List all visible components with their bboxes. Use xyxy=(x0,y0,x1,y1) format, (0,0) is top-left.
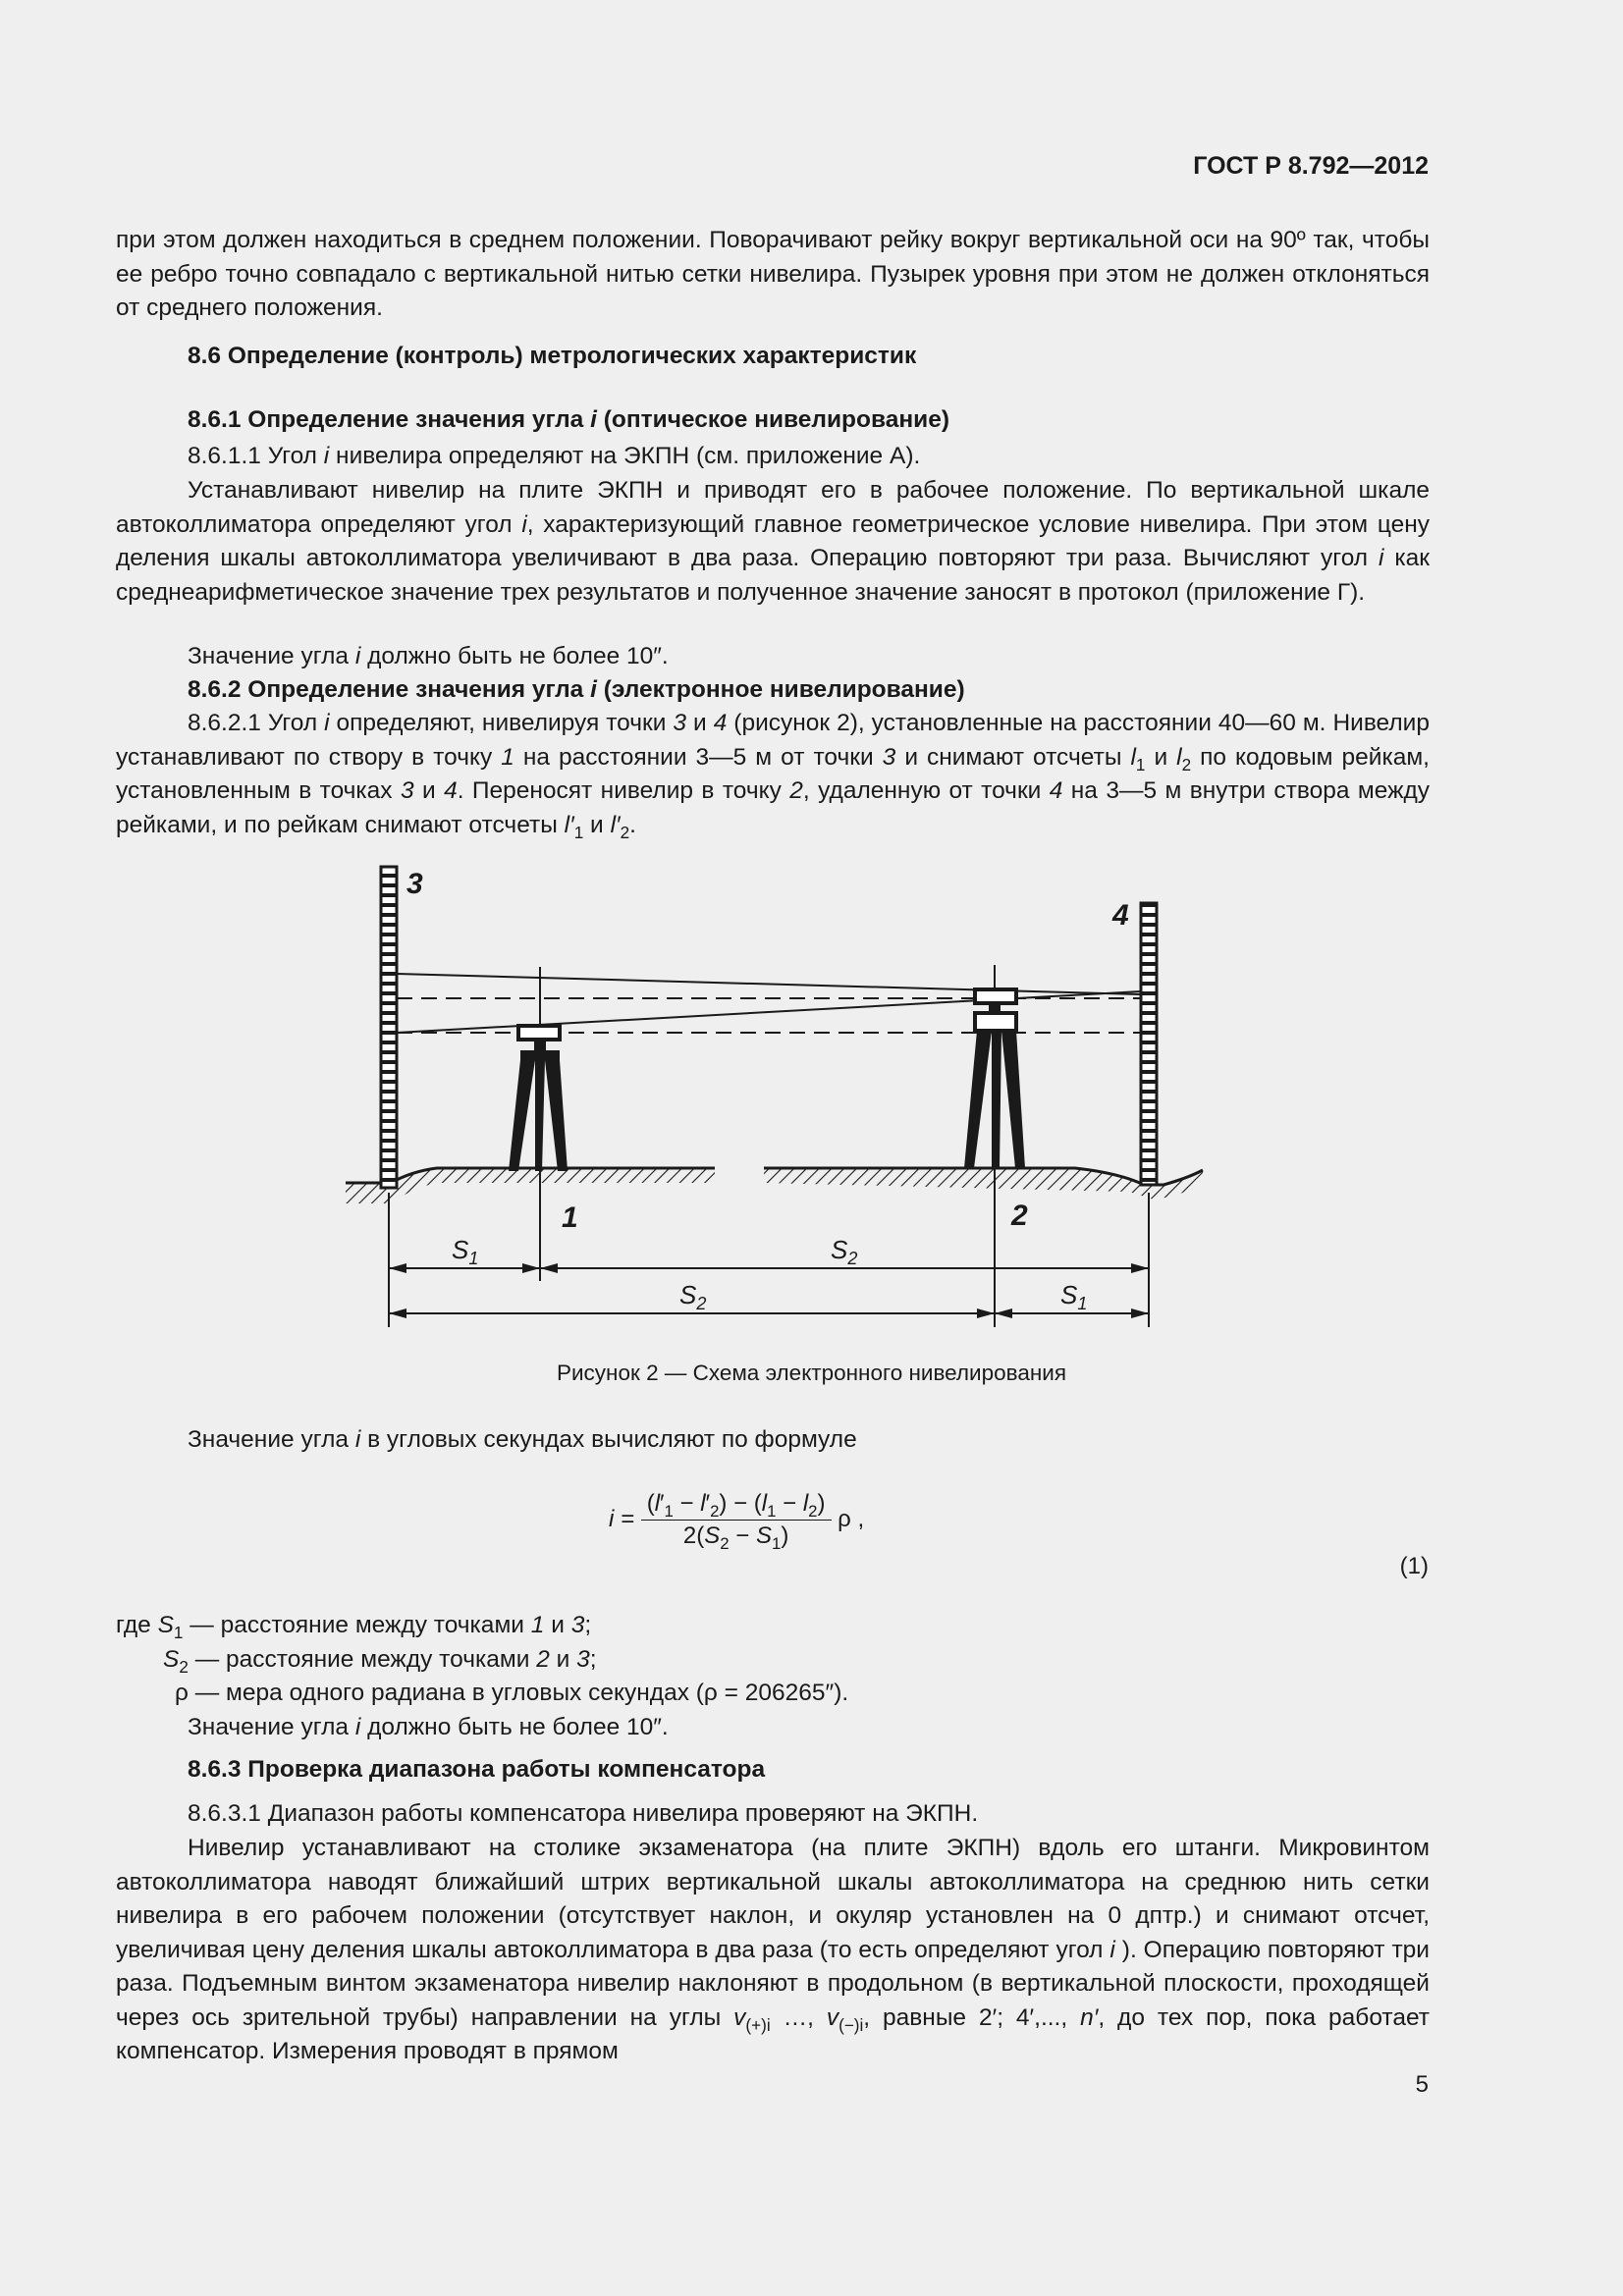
formula-denominator: $2(S_2 - S_1)$ xyxy=(682,1522,789,1553)
section-heading-8-6-3: 8.6.3 Проверка диапазона работы компенсатора xyxy=(188,1756,766,1783)
label-point-2: 2 xyxy=(1011,1200,1028,1232)
leveling-staff-3 xyxy=(381,867,397,1188)
formula-intro: Значение угла i в угловых секундах вычисляют по формуле xyxy=(188,1426,857,1453)
label-staff-4: 4 xyxy=(1112,899,1129,932)
sight-line-1 xyxy=(397,974,1141,994)
label-point-1: 1 xyxy=(562,1201,578,1234)
paragraph-8-6-3-1: 8.6.3.1 Диапазон работы компенсатора нивелира проверяют на ЭКПН. xyxy=(188,1800,979,1827)
dim-label-s2-top: $S_2$ xyxy=(831,1235,858,1268)
label-staff-3: 3 xyxy=(406,868,423,900)
page-number: 5 xyxy=(1415,2071,1429,2098)
where-s2: $S_2$ — расстояние между точками 2 и 3; xyxy=(163,1645,597,1677)
where-list xyxy=(116,1609,1430,1744)
limit-statement-2: Значение угла i должно быть не более 10″. xyxy=(188,1713,669,1740)
dimension-line-bottom xyxy=(389,1308,1149,1318)
section-heading-8-6-1: 8.6.1 Определение значения угла i (оптическое нивелирование) xyxy=(188,406,949,433)
dim-label-s1-bottom: $S_1$ xyxy=(1060,1280,1088,1313)
paragraph-8-6-3-1-body: Нивелир устанавливают на столике экзаменатора (на плите ЭКПН) вдоль его штанги. Микровинтом автоколлиматора наводят ближайший штрих вертикальной шкалы автоколлиматора на среднюю нить сетки нивелира в его рабочем положении (отсутствует наклон, и окуляр установлен на 0 дптр.) и снимают отсчет, увеличивая цену деления шкалы автоколлиматора в два раза (то есть определяют угол i ). Операцию повторяют три раза. Подъемным винтом экзаменатора нивелир наклоняют в продольном (в вертикальной плоскости, проходящей через ось зрительной трубы) направлении на углы $v_{(+)i}$ …, $v_{(-)i}$, равные 2′; 4′,..., n′, до тех пор, пока работает компенсатор. Измерения проводят в прямом xyxy=(116,1835,1431,2064)
formula-number: (1) xyxy=(1399,1553,1429,1579)
paragraph-8-6-2-1: 8.6.2.1 Угол i определяют, нивелируя точки 3 и 4 (рисунок 2), установленные на расстоянии 40—60 м. Нивелир устанавливают по створу в точку 1 на расстоянии 3—5 м от точки 3 и снимают отсчеты $l_1$ и $l_2$ по кодовым рейкам, установленным в точках 3 и 4. Переносят нивелир в точку 2, удаленную от точки 4 на 3—5 м внутри створа между рейками, и по рейкам снимают отсчеты $l'_1$ и $l'_2$. xyxy=(116,710,1431,842)
ground-left xyxy=(346,1168,715,1203)
where-rho: ρ — мера одного радиана в угловых секундах (ρ = 206265″). xyxy=(175,1680,849,1706)
leveling-staff-4 xyxy=(1141,903,1157,1185)
section-heading-8-6: 8.6 Определение (контроль) метрологических характеристик xyxy=(188,343,917,369)
dim-label-s1-top: $S_1$ xyxy=(452,1235,479,1268)
dim-label-s2-bottom: $S_2$ xyxy=(679,1280,707,1313)
figure-caption: Рисунок 2 — Схема электронного нивелирования xyxy=(556,1361,1067,1385)
section-heading-8-6-2: 8.6.2 Определение значения угла i (электронное нивелирование) xyxy=(188,676,965,703)
where-s1: где $S_1$ — расстояние между точками 1 и 3; xyxy=(116,1612,592,1642)
formula-angle-i: i = $\frac{(l'_1 - l'_2) - (l_1 - l_2)}{2(S_2 - S_1)}$ ρ , xyxy=(609,1490,865,1553)
ground-right xyxy=(764,1168,1203,1200)
paragraph-continuation: при этом должен находиться в среднем положении. Поворачивают рейку вокруг вертикальной оси на 90º так, чтобы ее ребро точно совпадало с вертикальной нитью сетки нивелира. Пузырек уровня при этом не должен отклоняться от среднего положения. xyxy=(116,227,1430,321)
limit-statement-1: Значение угла i должно быть не более 10″. xyxy=(188,643,669,669)
formula-numerator: $(l'_1 - l'_2) - (l_1 - l_2)$ xyxy=(641,1490,832,1521)
dimension-line-top xyxy=(389,1263,1149,1273)
paragraph-8-6-1-1: 8.6.1.1 Угол i нивелира определяют на ЭКПН (см. приложение А). xyxy=(188,443,921,469)
paragraph-8-6-1-1-body: Устанавливают нивелир на плите ЭКПН и приводят его в рабочее положение. По вертикальной шкале автоколлиматора определяют угол i, характеризующий главное геометрическое условие нивелира. При этом цену деления шкалы автоколлиматора увеличивают в два раза. Операцию повторяют три раза. Вычисляют угол i как среднеарифметическое значение трех результатов и полученное значение заносят в протокол (приложение Г). xyxy=(116,477,1430,606)
document-header: ГОСТ Р 8.792—2012 xyxy=(1193,152,1429,180)
